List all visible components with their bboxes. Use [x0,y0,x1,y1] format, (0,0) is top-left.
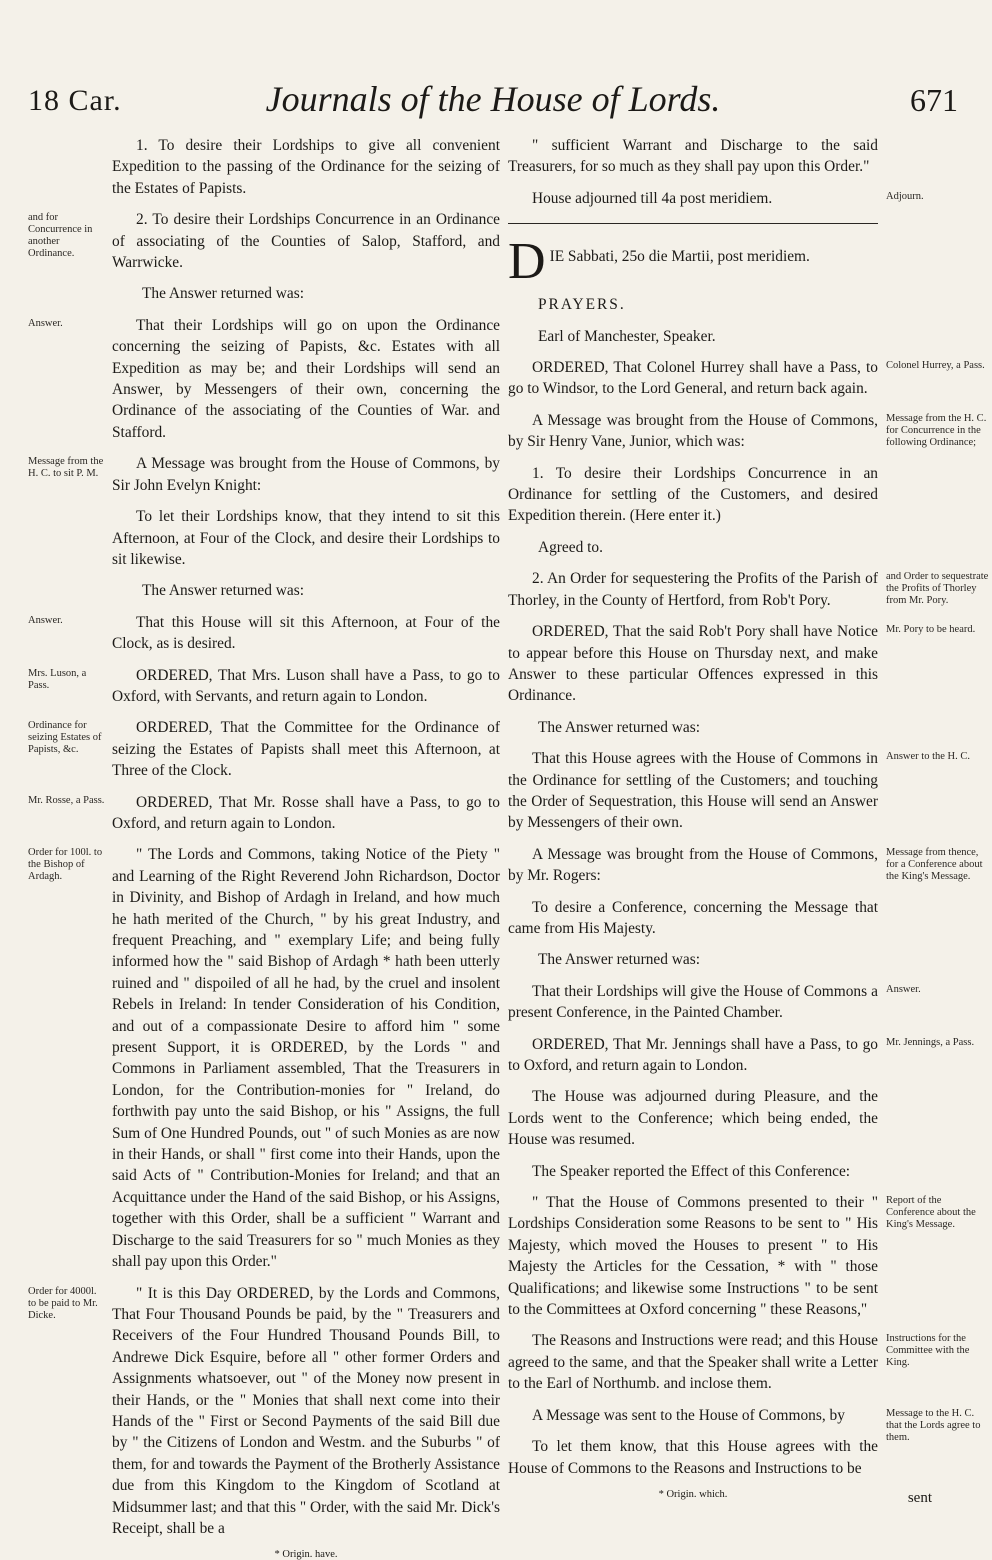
entry [508,949,878,970]
entry [508,897,878,940]
entry-text: The Answer returned was: [142,285,304,303]
entry [508,844,983,887]
margin-note: and for Concurrence in another Ordinance. [28,212,93,260]
entry-text: " The Lords and Commons, taking Notice of the Piety " and Learning of the Right Reverend John Richardson, Doctor in Divinity, and Bishop of Ardagh in Ireland, and how much he hath merited of the Church, " by his great Industry, and frequent Preaching, and " exemplary Life; and being fully informed how the " said Bishop of Ardagh * hath been utterly ruined and " dispoiled of all he had, by the cruel and insolent Rebels in Ireland: In tender Consideration of his Condition, and out of a compassionate Desire to afford him " some present Support, it is ORDERED, by the Lords " and Commons in Parliament assembled, That the Treasurers in London, for the Contribution-monies for " Ireland, do forthwith pay unto the said Bishop, or his " Assigns, the full Sum of One Hundred Pounds, out " of such Monies as are now in their Hands, or shall " first come into their Hands, upon the said Acts of " Contribution-Monies for Ireland; and that an Acquittance under the Hand of the said Bishop, or his Assigns, together with this Order, shall be a sufficient " Warrant and Discharge to the said Treasurers for so " much Monies as they shall pay upon this Order." [112,846,500,1271]
entry-text: ORDERED, That Mr. Rosse shall have a Pass, to go to Oxford, and return again to London. [112,793,500,832]
entry-text: A Message was brought from the House of Commons, by Mr. Rogers: [508,845,878,885]
entry [112,580,500,601]
entry-text: House adjourned till 4a post meridiem. [532,189,773,207]
entry-text: The Answer returned was: [142,582,304,600]
entry [508,135,878,178]
margin-note: Ordinance for seizing Estates of Papists, &c. [28,720,102,756]
entry [508,1330,970,1394]
right-column [508,135,989,1500]
margin-note: Adjourn. [886,190,924,202]
margin-note: Report of the Conference about the King's Message. [886,1195,976,1231]
right-footnote: * Origin. which. [658,1488,728,1500]
entry [508,981,921,1024]
entry [508,1192,976,1320]
entry-text: That this House will sit this Afternoon, at Four of the Clock, as is desired. [112,613,500,653]
session-title: IE Sabbati, 25o die Martii, post meridiem. [549,248,810,266]
margin-note: Order for 100l. to the Bishop of Ardagh. [28,847,103,883]
margin-note: Order for 4000l. to be paid to Mr. Dicke. [28,1285,98,1321]
entry [28,209,500,273]
entry-text: The Answer returned was: [538,951,700,969]
entry-text: A Message was brought from the House of Commons, by Sir Henry Vane, Junior, which was: [508,411,878,451]
left-column [28,135,500,1560]
entry [112,283,500,304]
entry-text: A Message was sent to the House of Commons, by [532,1406,845,1424]
entry [508,357,985,400]
entry [508,410,987,453]
entry [508,1086,878,1150]
right-column-body [508,357,989,1479]
entry [28,1283,500,1540]
entry-text: To desire a Conference, concerning the Message that came from His Majesty. [508,898,878,937]
entry-text: The House was adjourned during Pleasure, and the Lords went to the Conference; which being ended, the House was resumed. [508,1088,878,1149]
margin-note: Message from the H. C. to sit P. M. [28,456,104,480]
margin-note: and Order to sequestrate the Profits of Thorley from Mr. Pory. [886,571,989,607]
entry-text: The Answer returned was: [538,718,700,736]
margin-note: Mr. Pory to be heard. [886,624,976,636]
drop-cap: D [508,233,546,291]
entry [508,1161,878,1182]
entry-text: That their Lordships will go on upon the Ordinance concerning the seizing of Papists, &c. Estates with all Expedition as may be; and their Lordships will send an Answer, by Messengers of their own, concerning the Ordinance of the associating of the Counties of War. and Stafford. [112,316,500,441]
entry [508,1034,975,1077]
section-divider [508,223,878,224]
right-column-top [508,135,924,209]
entry-text: The Reasons and Instructions were read; and this House agreed to the same, and that the Speaker shall write a Letter to the Earl of Northumb. and inclose them. [508,1332,878,1393]
margin-note: Answer. [886,983,921,995]
entry-text: To let their Lordships know, that they intend to sit this Afternoon, at Four of the Clock, and desire their Lordships to sit likewise. [112,508,500,568]
entry-text: To let them know, that this House agrees with the House of Commons to the Reasons and Instructions to be [508,1438,878,1477]
margin-note: Message from the H. C. for Concurrence in the following Ordinance; [886,412,987,448]
entry-text: " It is this Day ORDERED, by the Lords and Commons, That Four Thousand Pounds be paid, by the " Treasurers and Receivers of the Four Hundred Thousand Pounds Bill, to Andrewe Dick Esquire, before all " other former Orders and Assignments whatsoever, out " of the Money now present in their Hands, or the " Monies that shall next come into their Hands of the " First or Second Payments of the said Bill due by " the Citizens of London and Westm. and the Suburbs " of them, for and towards the Payment of the Brotherly Assistance due from this Kingdom to the Kingdom of Scotland at Midsummer last; and that this " Order, with the said Mr. Dick's Receipt, shall be a [112,1284,500,1537]
entry-text: 1. To desire their Lordships Concurrence in an Ordinance for settling of the Customers, and desired Expedition therein. (Here enter it.) [508,464,878,525]
session-heading [508,233,878,291]
entry-text: ORDERED, That the said Rob't Pory shall have Notice to appear before this House on Thursday next, and make Answer to these particular Offences expressed in this Ordinance. [508,623,878,705]
entry-text: 2. To desire their Lordships Concurrence in an Ordinance of associating of the Counties of Salop, Stafford, and Warrwicke. [112,211,500,272]
entry-text: " sufficient Warrant and Discharge to the said Treasurers, for so much as they shall pay upon this Order." [508,137,878,176]
entry-text: Agreed to. [538,538,603,556]
speaker: Earl of Manchester, Speaker. [538,327,716,345]
entry [28,792,500,835]
entry [508,568,989,611]
entry [508,1436,878,1479]
entry-text: " That the House of Commons presented to their " Lordships Consideration some Reasons to be sent to " His Majesty, which moved the Houses to present " to His Majesty the Articles for the Cessation, * with " those Qualifications; and likewise some Instructions " to be sent to the Committees at Oxford concerning " these Reasons," [508,1194,878,1319]
entry-text: ORDERED, That the Committee for the Ordinance of seizing the Estates of Papists shall meet this Afternoon, at Three of the Clock. [112,719,500,780]
running-title: Journals of the House of Lords. [265,79,721,119]
catchword: sent [907,1490,932,1506]
entry [508,717,878,738]
entry [28,717,500,781]
regnal-year: 18 Car. [28,84,122,117]
entry [112,135,500,199]
margin-note: Answer to the H. C. [886,751,970,763]
entry [28,844,500,1272]
entry-text: ORDERED, That Mr. Jennings shall have a Pass, to go to Oxford, and return again to London. [508,1035,878,1074]
entry [28,453,500,496]
entry [508,537,878,558]
entry [508,463,878,527]
entry-text: That this House agrees with the House of Commons in the Ordinance for settling of the Customers; and touching the Order of Sequestration, this House will send an Answer by Messengers of their own. [508,750,878,832]
left-footnote: * Origin. have. [274,1549,338,1560]
speaker-line [508,326,878,347]
entry [508,748,970,834]
entry [508,188,924,209]
entry-text: The Speaker reported the Effect of this Conference: [532,1162,851,1180]
prayers: PRAYERS. [538,296,626,314]
margin-note: Mr. Rosse, a Pass. [28,794,105,806]
entry-text: That their Lordships will give the House of Commons a present Conference, in the Painted Chamber. [508,982,878,1022]
entry [28,665,500,708]
margin-note: Mr. Jennings, a Pass. [886,1036,975,1048]
page-number: 671 [910,82,958,118]
entry-text: 1. To desire their Lordships to give all convenient Expedition to the passing of the Ordinance for the seizing of the Estates of Papists. [112,137,500,197]
margin-note: Instructions for the Committee with the King. [886,1333,970,1369]
entry [28,315,500,443]
margin-note: Message to the H. C. that the Lords agree to them. [886,1407,981,1443]
margin-note: Answer. [28,614,63,626]
entry [508,1405,981,1443]
entry-text: ORDERED, That Mrs. Luson shall have a Pass, to go to Oxford, with Servants, and return again to London. [112,666,500,705]
entry-text: ORDERED, That Colonel Hurrey shall have a Pass, to go to Windsor, to the Lord General, and return back again. [508,359,878,398]
margin-note: Answer. [28,317,63,329]
entry [28,612,500,655]
margin-note: Colonel Hurrey, a Pass. [886,360,985,372]
prayers-line [508,294,878,315]
entry [112,506,500,570]
page-header [28,78,958,128]
entry-text: A Message was brought from the House of Commons, by Sir John Evelyn Knight: [112,455,500,494]
entry [508,621,976,707]
margin-note: Mrs. Luson, a Pass. [28,667,87,691]
entry-text: 2. An Order for sequestering the Profits of the Parish of Thorley, in the County of Hertford, from Rob't Pory. [508,570,878,609]
margin-note: Message from thence, for a Conference about the King's Message. [886,846,983,882]
